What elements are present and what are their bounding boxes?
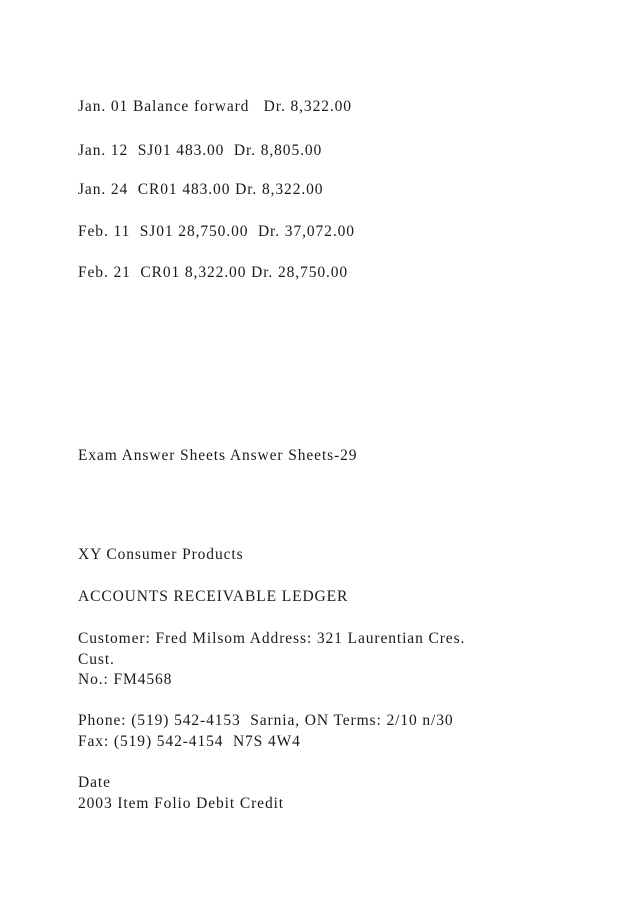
fax-line: Fax: (519) 542-4154 N7S 4W4 [78,733,301,750]
table-header-columns: 2003 Item Folio Debit Credit [78,795,285,812]
customer-number: No.: FM4568 [78,671,173,688]
ledger-title: ACCOUNTS RECEIVABLE LEDGER [78,588,349,605]
table-header-date: Date [78,774,111,791]
customer-info-line: Cust. [78,651,115,668]
customer-info-line: Customer: Fred Milsom Address: 321 Laurentian Cres. [78,630,466,647]
ledger-entry: Jan. 01 Balance forward Dr. 8,322.00 [78,98,352,115]
ledger-entry: Jan. 12 SJ01 483.00 Dr. 8,805.00 [78,142,323,159]
ledger-entry: Feb. 21 CR01 8,322.00 Dr. 28,750.00 [78,264,349,281]
phone-line: Phone: (519) 542-4153 Sarnia, ON Terms: 2/10 n/30 [78,712,454,729]
ledger-entry: Feb. 11 SJ01 28,750.00 Dr. 37,072.00 [78,223,355,240]
page-footer: Exam Answer Sheets Answer Sheets-29 [78,447,358,464]
ledger-entry: Jan. 24 CR01 483.00 Dr. 8,322.00 [78,181,324,198]
company-name: XY Consumer Products [78,546,244,563]
